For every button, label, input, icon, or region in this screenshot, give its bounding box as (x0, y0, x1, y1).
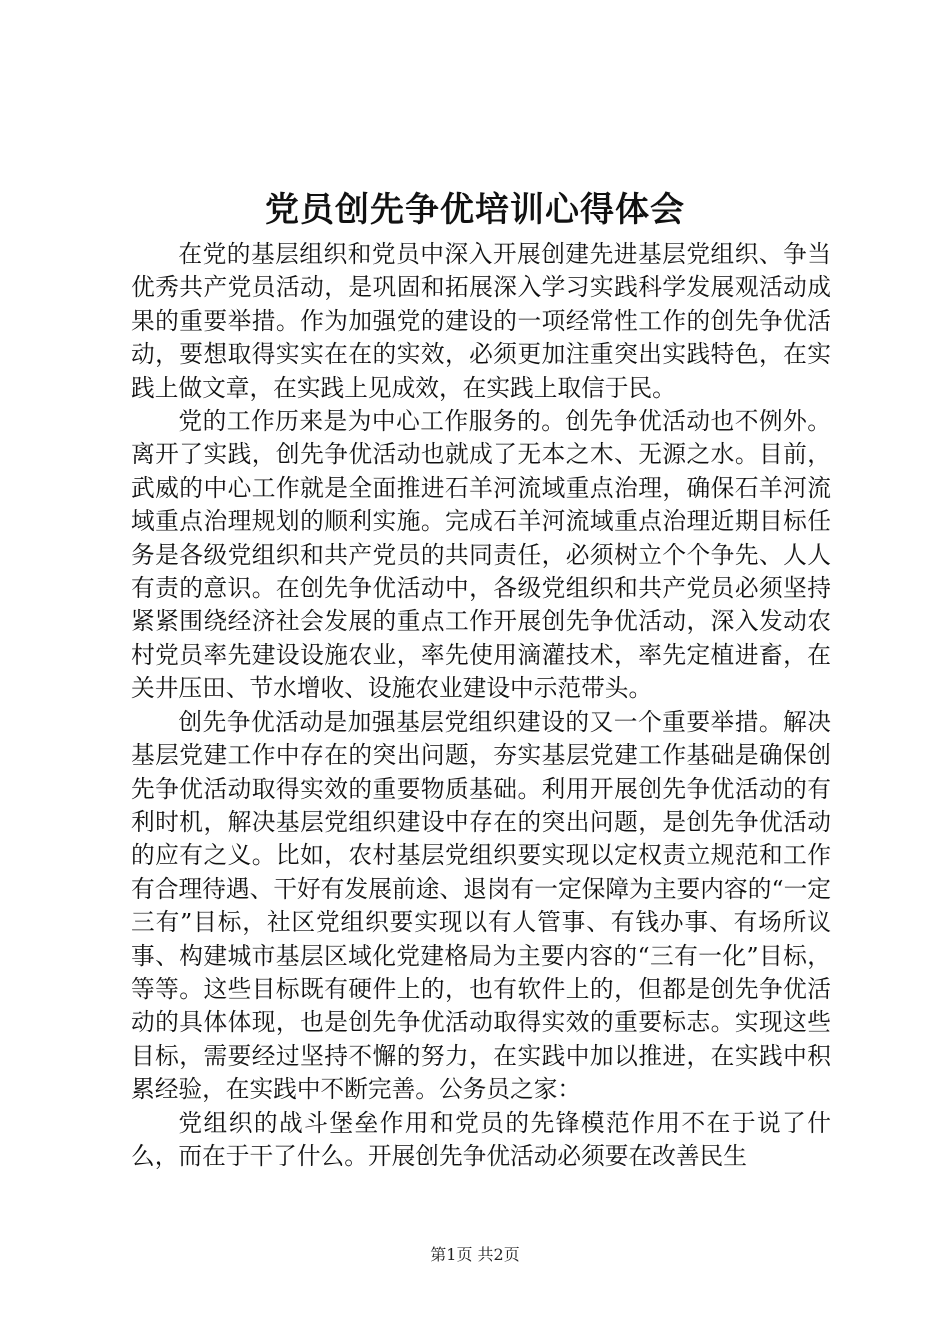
document-body (131, 238, 831, 1173)
paragraph-1: 在党的基层组织和党员中深入开展创建先进基层党组织、争当优秀共产党员活动，是巩固和拓展深入学习实践科学发展观活动成果的重要举措。作为加强党的建设的一项经常性工作的创先争优活动，要想取得实实在在的实效，必须更加注重突出实践特色，在实践上做文章，在实践上见成效，在实践上取信于民。 (131, 240, 831, 402)
document-title: 党员创先争优培训心得体会 (265, 190, 685, 230)
paragraph-2: 党的工作历来是为中心工作服务的。创先争优活动也不例外。离开了实践，创先争优活动也就成了无本之木、无源之水。目前，武威的中心工作就是全面推进石羊河流域重点治理，确保石羊河流域重点治理规划的顺利实施。完成石羊河流域重点治理近期目标任务是各级党组织和共产党员的共同责任，必须树立个个争先、人人有责的意识。在创先争优活动中，各级党组织和共产党员必须坚持紧紧围绕经济社会发展的重点工作开展创先争优活动，深入发动农村党员率先建设设施农业，率先使用滴灌技术，率先定植进畜，在关井压田、节水增收、设施农业建设中示范带头。 (131, 407, 831, 703)
paragraph-3: 创先争优活动是加强基层党组织建设的又一个重要举措。解决基层党建工作中存在的突出问题，夯实基层党建工作基础是确保创先争优活动取得实效的重要物质基础。利用开展创先争优活动的有利时机，解决基层党组织建设中存在的突出问题，是创先争优活动的应有之义。比如，农村基层党组织要实现以定权责立规范和工作有合理待遇、干好有发展前途、退岗有一定保障为主要内容的“一定三有”目标，社区党组织要实现以有人管事、有钱办事、有场所议事、构建城市基层区域化党建格局为主要内容的“三有一化”目标，等等。这些目标既有硬件上的，也有软件上的，但都是创先争优活动的具体体现，也是创先争优活动取得实效的重要标志。实现这些目标，需要经过坚持不懈的努力，在实践中加以推进，在实践中积累经验，在实践中不断完善。公务员之家： (131, 707, 831, 1104)
page-footer: 第1页 共2页 (430, 1245, 520, 1264)
paragraph-4: 党组织的战斗堡垒作用和党员的先锋模范作用不在于说了什么，而在于干了什么。开展创先争优活动必须要在改善民生 (131, 1108, 831, 1170)
